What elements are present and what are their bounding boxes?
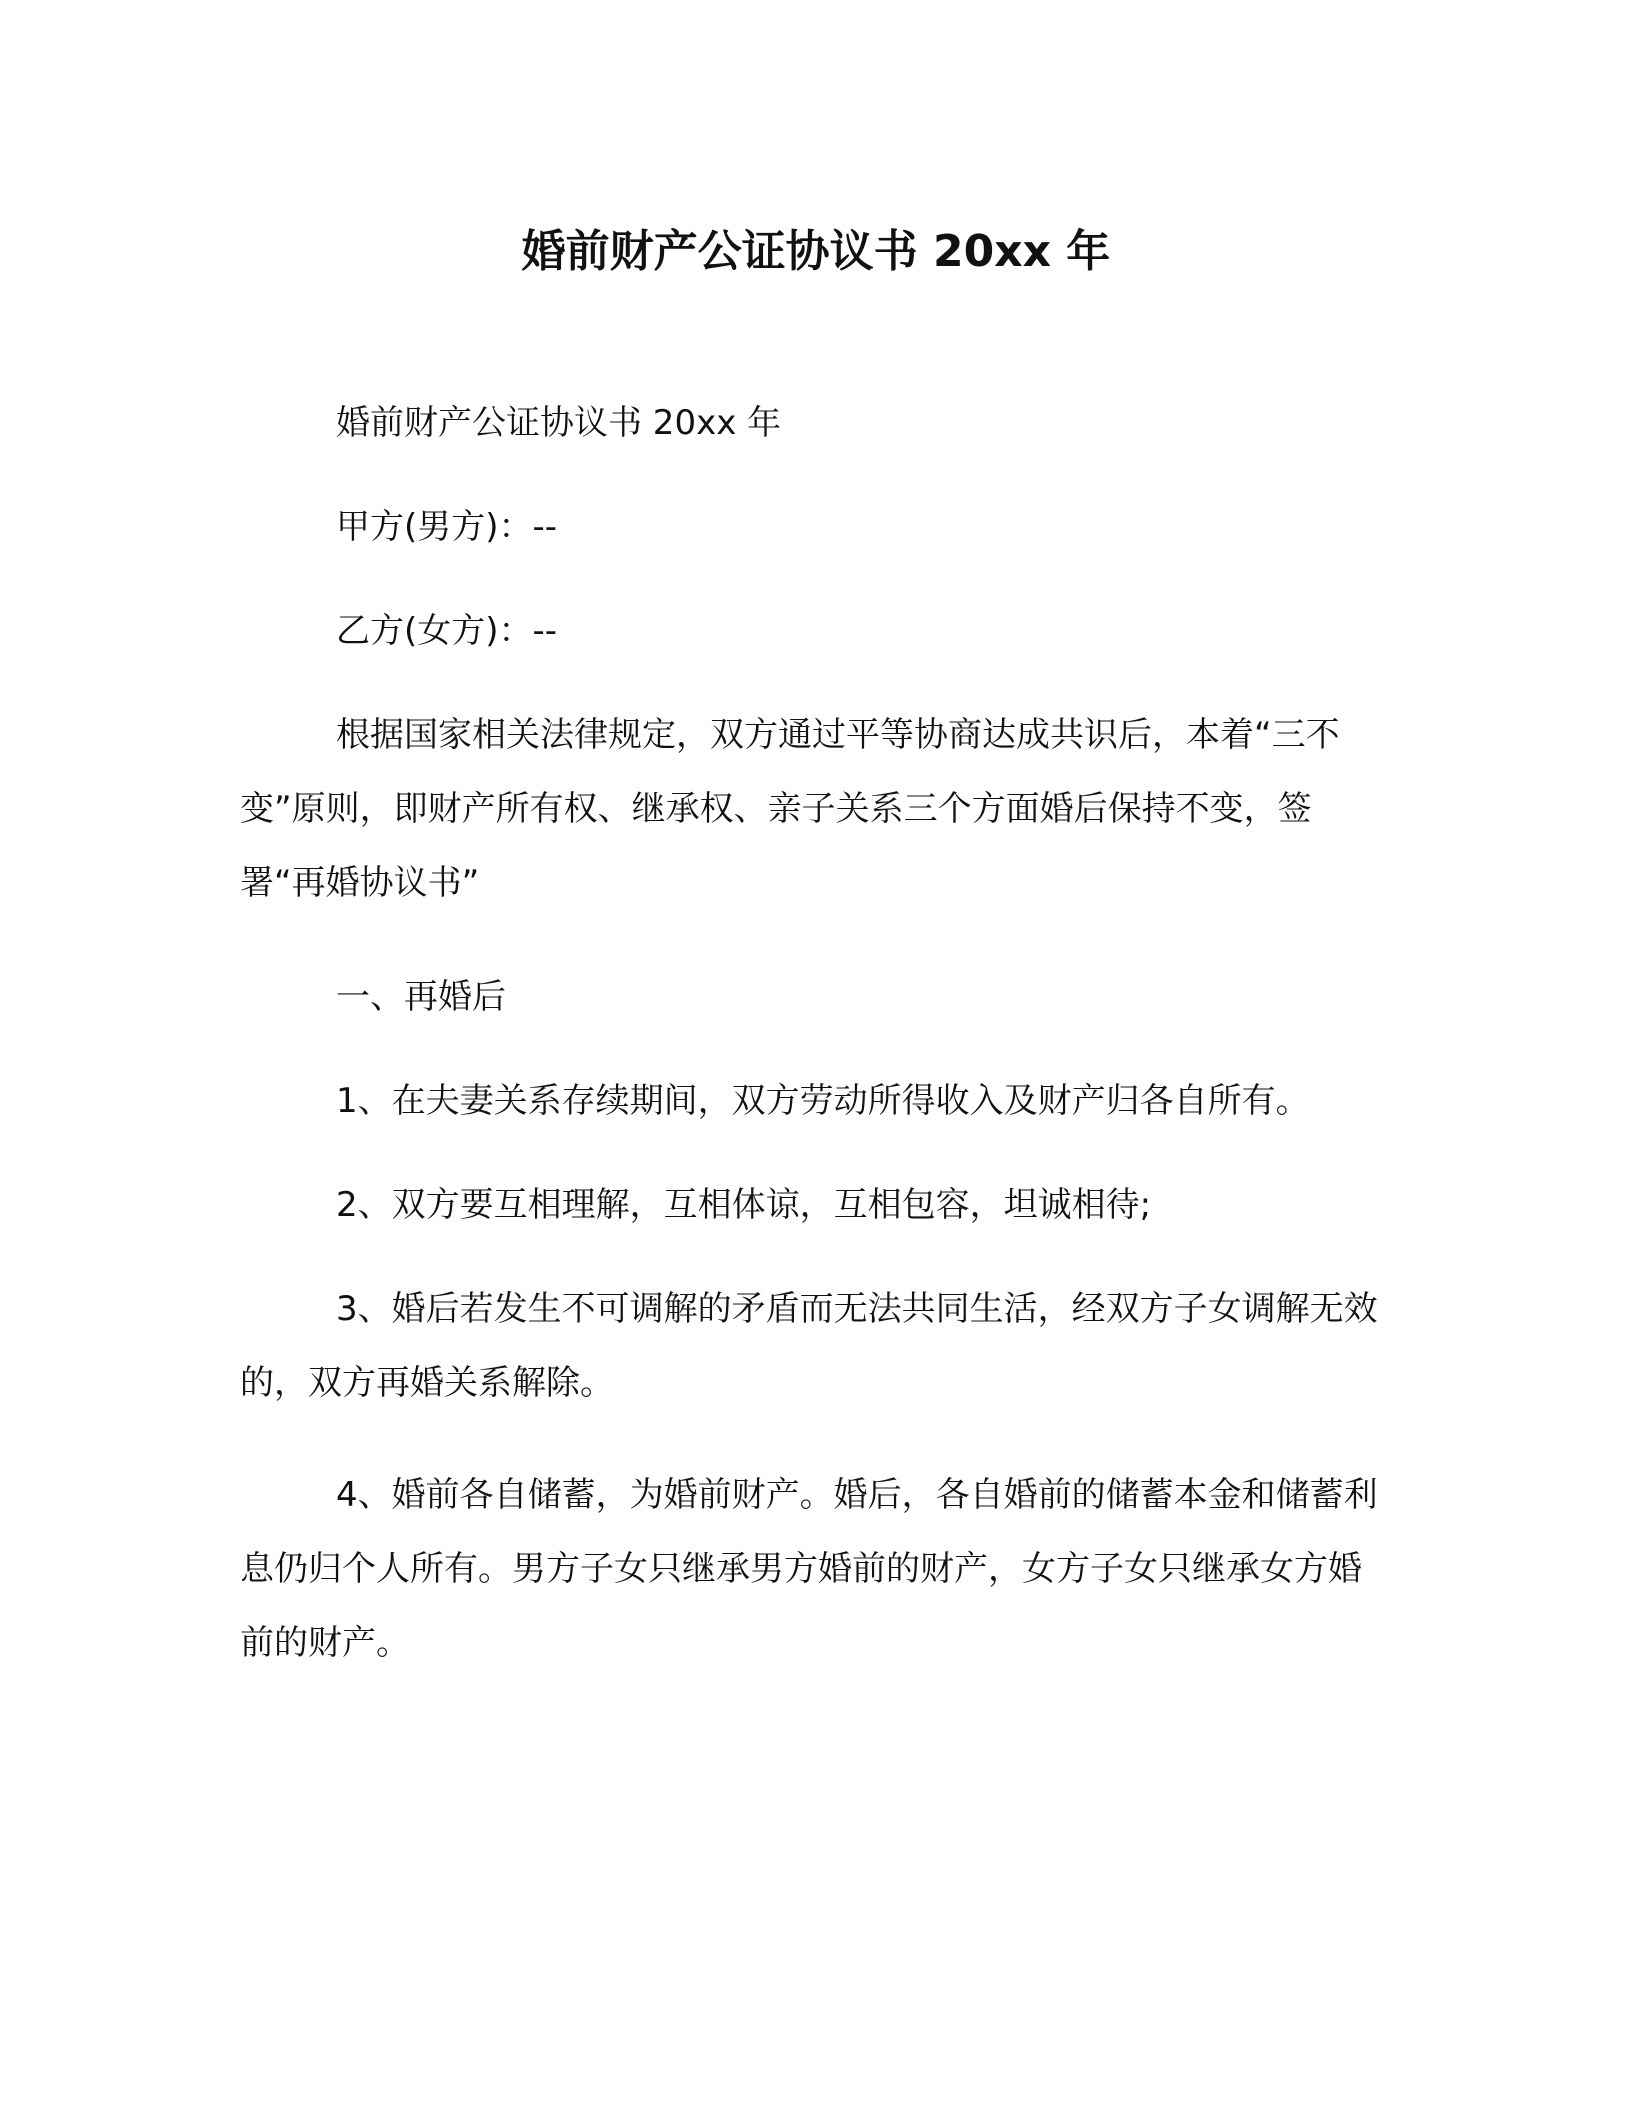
- document-title: 婚前财产公证协议书 20xx 年: [521, 226, 1111, 277]
- section-heading: 一、再婚后: [336, 977, 506, 1017]
- document-subtitle: 婚前财产公证协议书 20xx 年: [336, 403, 782, 443]
- clause-item: 1、在夫妻关系存续期间，双方劳动所得收入及财产归各自所有。: [336, 1081, 1310, 1121]
- intro-paragraph: 根据国家相关法律规定，双方通过平等协商达成共识后，本着“三不变”原则，即财产所有权、继承权、亲子关系三个方面婚后保持不变，签署“再婚协议书”: [240, 715, 1340, 903]
- clause-item: 4、婚前各自储蓄，为婚前财产。婚后，各自婚前的储蓄本金和储蓄利息仍归个人所有。男方子女只继承男方婚前的财产，女方子女只继承女方婚前的财产。: [240, 1475, 1378, 1663]
- clause-item: 3、婚后若发生不可调解的矛盾而无法共同生活，经双方子女调解无效的，双方再婚关系解除。: [240, 1289, 1378, 1403]
- party-b-line: 乙方(女方)：--: [336, 611, 558, 651]
- party-a-line: 甲方(男方)：--: [336, 507, 558, 547]
- clause-item: 2、双方要互相理解，互相体谅，互相包容，坦诚相待;: [336, 1185, 1152, 1225]
